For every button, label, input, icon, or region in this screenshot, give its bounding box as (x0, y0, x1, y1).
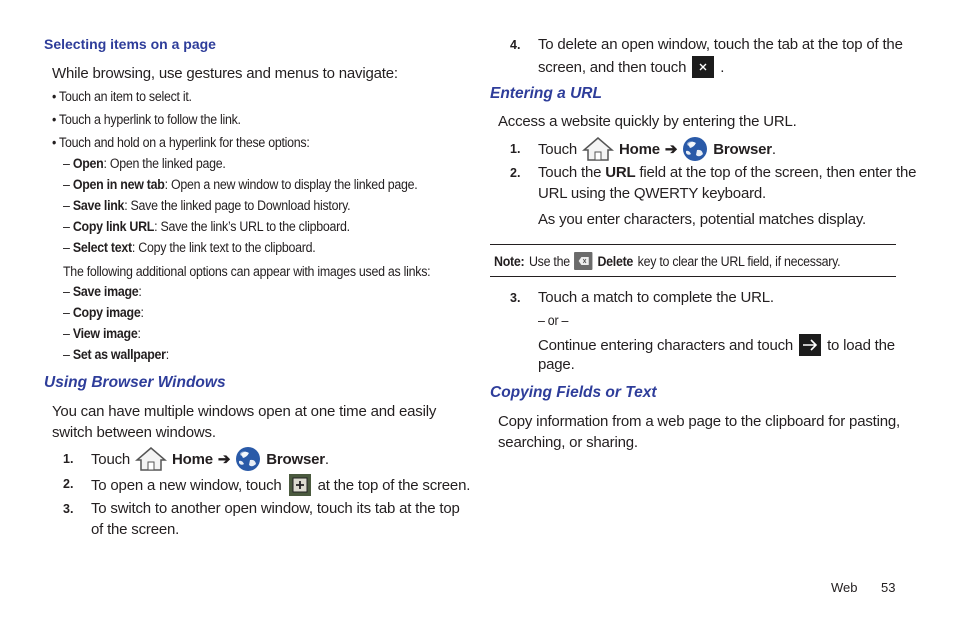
bullet-item: • Touch an item to select it. (52, 89, 192, 104)
option-select-text: – Select text: Copy the link text to the clipboard. (63, 240, 316, 255)
step-number: 2. (510, 166, 521, 180)
footer-section: Web (831, 580, 858, 595)
step-enter-url-line3: As you enter characters, potential matches display. (538, 211, 867, 228)
heading-entering-url: Entering a URL (490, 85, 602, 102)
copy-text-line2: searching, or sharing. (498, 434, 638, 451)
browser-globe-icon (682, 136, 708, 162)
option-set-as-wallpaper: – Set as wallpaper: (63, 347, 169, 362)
page-number: 53 (881, 580, 896, 595)
step-number: 3. (510, 291, 521, 305)
heading-browser-windows: Using Browser Windows (44, 374, 226, 391)
url-intro: Access a website quickly by entering the URL. (498, 113, 797, 130)
step-number: 2. (63, 477, 74, 491)
new-window-icon (288, 473, 312, 497)
step-touch-home-browser: Touch Home ➔ Browser. (538, 136, 776, 162)
step-number: 1. (510, 142, 521, 156)
copy-text-line1: Copy information from a web page to the clipboard for pasting, (498, 413, 900, 430)
option-open: – Open: Open the linked page. (63, 156, 226, 171)
go-arrow-icon (799, 334, 821, 356)
note-text: Note: Use the Delete key to clear the URL field, if necessary. (494, 253, 841, 269)
image-options-intro: The following additional options can appear with images used as links: (63, 264, 431, 279)
windows-intro-line1: You can have multiple windows open at one time and easily (52, 403, 437, 420)
windows-intro-line2: switch between windows. (52, 424, 216, 441)
step-switch-window-line2: of the screen. (91, 521, 180, 538)
option-open-new-tab: – Open in new tab: Open a new window to display the linked page. (63, 177, 418, 192)
heading-copying-fields: Copying Fields or Text (490, 384, 657, 401)
delete-key-icon (574, 252, 592, 270)
step-number: 3. (63, 502, 74, 516)
step-enter-url-line2: URL using the QWERTY keyboard. (538, 185, 766, 202)
step-new-window: To open a new window, touch at the top of the screen. (91, 472, 470, 498)
step-delete-window-line1: To delete an open window, touch the tab at the top of the (538, 36, 903, 53)
option-copy-image: – Copy image: (63, 305, 144, 320)
step-continue-entering: Continue entering characters and touch to load the (538, 333, 895, 357)
browser-globe-icon (235, 446, 261, 472)
step-touch-match: Touch a match to complete the URL. (538, 289, 774, 306)
option-copy-link-url: – Copy link URL: Save the link’s URL to the clipboard. (63, 219, 350, 234)
option-save-image: – Save image: (63, 284, 142, 299)
step-delete-window-line2: screen, and then touch . (538, 55, 724, 79)
bullet-item: • Touch and hold on a hyperlink for these options: (52, 135, 310, 150)
step-number: 1. (63, 452, 74, 466)
step-switch-window-line1: To switch to another open window, touch its tab at the top (91, 500, 460, 517)
close-tab-icon (692, 56, 714, 78)
home-icon (135, 446, 167, 472)
option-view-image: – View image: (63, 326, 141, 341)
or-separator: – or – (538, 313, 569, 328)
step-number: 4. (510, 38, 521, 52)
step-enter-url-line1: Touch the URL field at the top of the screen, then enter the (538, 164, 917, 181)
home-icon (582, 136, 614, 162)
heading-selecting-items: Selecting items on a page (44, 36, 216, 52)
step-continue-entering-line2: page. (538, 356, 575, 373)
option-save-link: – Save link: Save the linked page to Download history. (63, 198, 351, 213)
bullet-item: • Touch a hyperlink to follow the link. (52, 112, 241, 127)
intro-text: While browsing, use gestures and menus to navigate: (52, 65, 398, 82)
step-touch-home-browser: Touch Home ➔ Browser. (91, 446, 329, 472)
